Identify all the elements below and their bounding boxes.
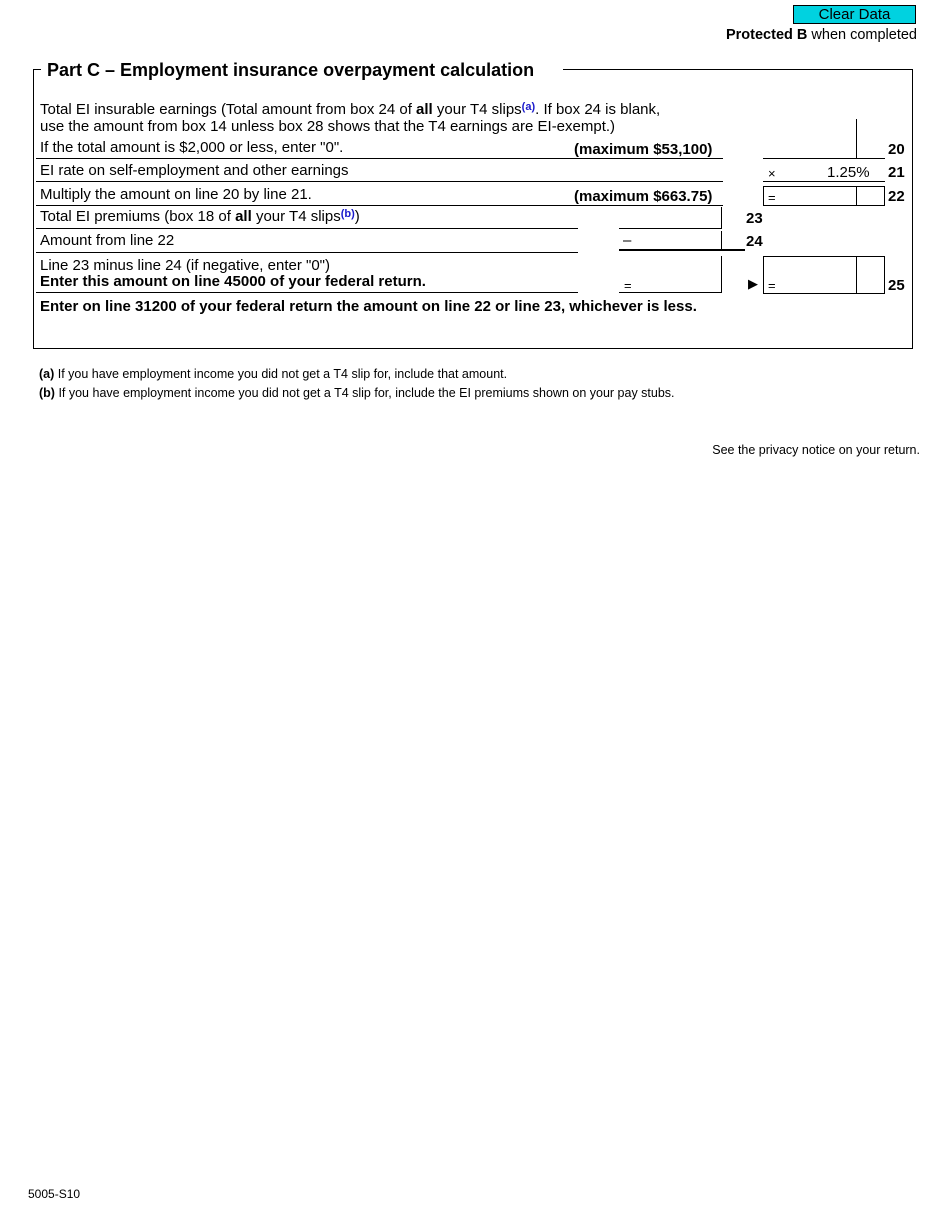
frame-top-right [563, 69, 913, 70]
line22-underline [36, 205, 723, 206]
line21-rate-underline [763, 181, 885, 182]
note-a-text: If you have employment income you did not get a T4 slip for, include that amount. [54, 367, 508, 381]
part-c-title: Part C – Employment insurance overpayment calculation [47, 60, 535, 80]
line20-text-2: use the amount from box 14 unless box 28 shows that the T4 earnings are EI-exempt.) [40, 118, 616, 135]
line23-underline [36, 228, 578, 229]
line22-max: (maximum $663.75) [574, 188, 713, 205]
line23-text-a: Total EI premiums (box 18 of [40, 208, 236, 225]
line23-text [40, 208, 360, 225]
line20-text-3: If the total amount is $2,000 or less, enter "0". [40, 139, 344, 156]
note-b-label: (b) [39, 386, 55, 400]
line20-cents-underline [856, 158, 885, 159]
line25-text-1: Line 23 minus line 24 (if negative, enter "0") [40, 257, 330, 274]
line20-text-b: your T4 slips [432, 101, 522, 118]
line25-equals-left: = [624, 278, 632, 293]
line22-amount-box[interactable] [763, 186, 885, 206]
note-a-ref[interactable]: (a) [521, 101, 536, 113]
line23-cents-divider [721, 207, 722, 229]
note-b [39, 386, 675, 400]
line21-multiply-sign: × [768, 166, 776, 181]
line20-cents-divider [856, 119, 857, 159]
line22-text: Multiply the amount on line 20 by line 21. [40, 186, 312, 203]
protected-b-suffix: when completed [807, 27, 917, 43]
line25-cents-divider [856, 256, 857, 294]
line24-underline [36, 252, 578, 253]
line20-number: 20 [888, 141, 905, 158]
line24-cents-divider [721, 231, 722, 251]
note-a-label: (a) [39, 367, 55, 381]
line25-equals-right: = [768, 278, 776, 293]
line22-number: 22 [888, 188, 905, 205]
line21-underline [36, 181, 723, 182]
line20-text-c: . If box 24 is blank, [535, 101, 661, 118]
form-id: 5005-S10 [28, 1187, 81, 1201]
note-b-ref[interactable]: (b) [340, 208, 355, 220]
line23-text-bold: all [235, 208, 252, 225]
line21-text: EI rate on self-employment and other earnings [40, 162, 349, 179]
arrow-right-icon: ▶ [748, 276, 758, 291]
line24-amount-underline[interactable] [619, 249, 745, 251]
line21-rate: 1.25% [827, 164, 870, 181]
line25-text-2: Enter this amount on line 45000 of your federal return. [40, 273, 426, 290]
privacy-notice: See the privacy notice on your return. [712, 443, 920, 457]
line20-text-1 [40, 101, 660, 118]
line20-max: (maximum $53,100) [574, 141, 713, 158]
line25-underline [36, 292, 578, 293]
protected-b-label: Protected B [725, 27, 808, 43]
line22-equals-sign: = [768, 190, 776, 205]
line20-text-bold: all [416, 101, 433, 118]
clear-data-button[interactable]: Clear Data [793, 5, 916, 24]
line25-amount-box[interactable] [763, 256, 885, 294]
line21-number: 21 [888, 164, 905, 181]
line24-minus-sign: – [623, 232, 632, 249]
line22-cents-divider [856, 186, 857, 206]
protected-b-notice [726, 27, 917, 43]
note-b-text: If you have employment income you did not get a T4 slip for, include the EI premiums shown on your pay stubs. [54, 386, 675, 400]
line20-amount-field[interactable] [763, 139, 856, 159]
line23-number: 23 [746, 210, 763, 227]
line24-text: Amount from line 22 [40, 232, 175, 249]
final-instruction: Enter on line 31200 of your federal return the amount on line 22 or line 23, whichever is less. [40, 298, 697, 315]
line24-number: 24 [746, 233, 763, 250]
frame-top-left [33, 69, 41, 70]
line25-number: 25 [888, 277, 905, 294]
line20-underline [36, 158, 723, 159]
note-a [39, 367, 507, 381]
line23-text-b: your T4 slips [251, 208, 341, 225]
line20-text-a: Total EI insurable earnings (Total amount from box 24 of [40, 101, 417, 118]
line25-left-underline [619, 292, 722, 293]
line25-left-cents-divider [721, 256, 722, 293]
line23-amount-field[interactable] [619, 207, 721, 229]
line23-text-c: ) [354, 208, 360, 225]
